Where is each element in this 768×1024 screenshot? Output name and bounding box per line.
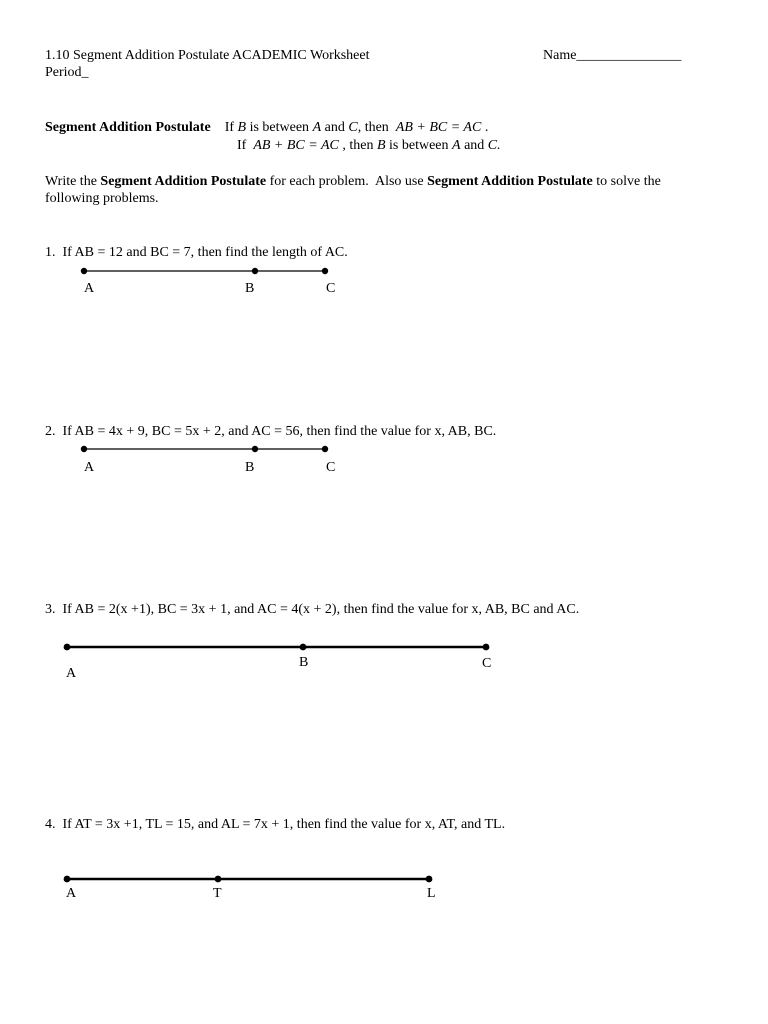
problem-text: If AB = 2(x +1), BC = 3x + 1, and AC = 4(x + 2), then find the value for x, AB, BC and AC.: [62, 602, 580, 617]
segment-diagram-4: [0, 870, 768, 910]
point-label: C: [326, 460, 336, 475]
point-label: L: [427, 886, 436, 901]
problem-text: If AT = 3x +1, TL = 15, and AL = 7x + 1, then find the value for x, AT, and TL.: [62, 817, 506, 832]
point-label: T: [213, 886, 222, 901]
point-a-dot: [81, 268, 87, 274]
point-label: A: [84, 460, 95, 475]
worksheet-title: 1.10 Segment Addition Postulate ACADEMIC Worksheet: [45, 48, 370, 63]
postulate-equation-2: AB + BC = AC: [253, 138, 339, 153]
point-label: B: [245, 281, 255, 296]
point-label: A: [66, 886, 77, 901]
instructions-line-2: following problems.: [45, 191, 159, 206]
point-label: B: [245, 460, 255, 475]
point-a-dot: [64, 876, 71, 883]
point-b-dot: [300, 644, 307, 651]
problem-number: 4.: [45, 817, 56, 832]
postulate-label: Segment Addition Postulate: [45, 120, 211, 135]
point-label: A: [66, 666, 77, 681]
period-field-label: Period_: [45, 65, 89, 80]
problem-number: 3.: [45, 602, 56, 617]
postulate-statement-line-2: If AB + BC = AC , then B is between A and C.: [237, 138, 501, 153]
problem-number: 1.: [45, 245, 56, 260]
point-c-dot: [322, 268, 328, 274]
point-a-dot: [81, 446, 87, 452]
point-label: C: [326, 281, 336, 296]
point-a-dot: [64, 644, 71, 651]
name-field-label: Name_______________: [543, 48, 682, 63]
problem-2: [45, 423, 496, 440]
problem-number: 2.: [45, 424, 56, 439]
point-label: B: [299, 655, 309, 670]
problem-3: [45, 601, 579, 618]
point-label: C: [482, 656, 492, 671]
problem-text: If AB = 4x + 9, BC = 5x + 2, and AC = 56, then find the value for x, AB, BC.: [62, 424, 497, 439]
point-c-dot: [322, 446, 328, 452]
point-b-dot: [252, 268, 258, 274]
segment-diagram-2: [0, 440, 768, 480]
postulate-statement-line-1: Segment Addition Postulate If B is between A and C, then AB + BC = AC .: [45, 120, 489, 135]
point-t-dot: [215, 876, 222, 883]
point-label: A: [84, 281, 95, 296]
postulate-equation-1: AB + BC = AC: [395, 120, 482, 135]
problem-1: [45, 244, 348, 261]
instructions-line-1: Write the Segment Addition Postulate for each problem. Also use Segment Addition Postulate to solve the: [45, 174, 661, 189]
problem-text: If AB = 12 and BC = 7, then find the length of AC.: [62, 245, 348, 260]
point-c-dot: [483, 644, 490, 651]
point-b-dot: [252, 446, 258, 452]
point-l-dot: [426, 876, 433, 883]
segment-diagram-3: [0, 638, 768, 686]
segment-diagram-1: [0, 262, 768, 302]
problem-4: [45, 816, 505, 833]
